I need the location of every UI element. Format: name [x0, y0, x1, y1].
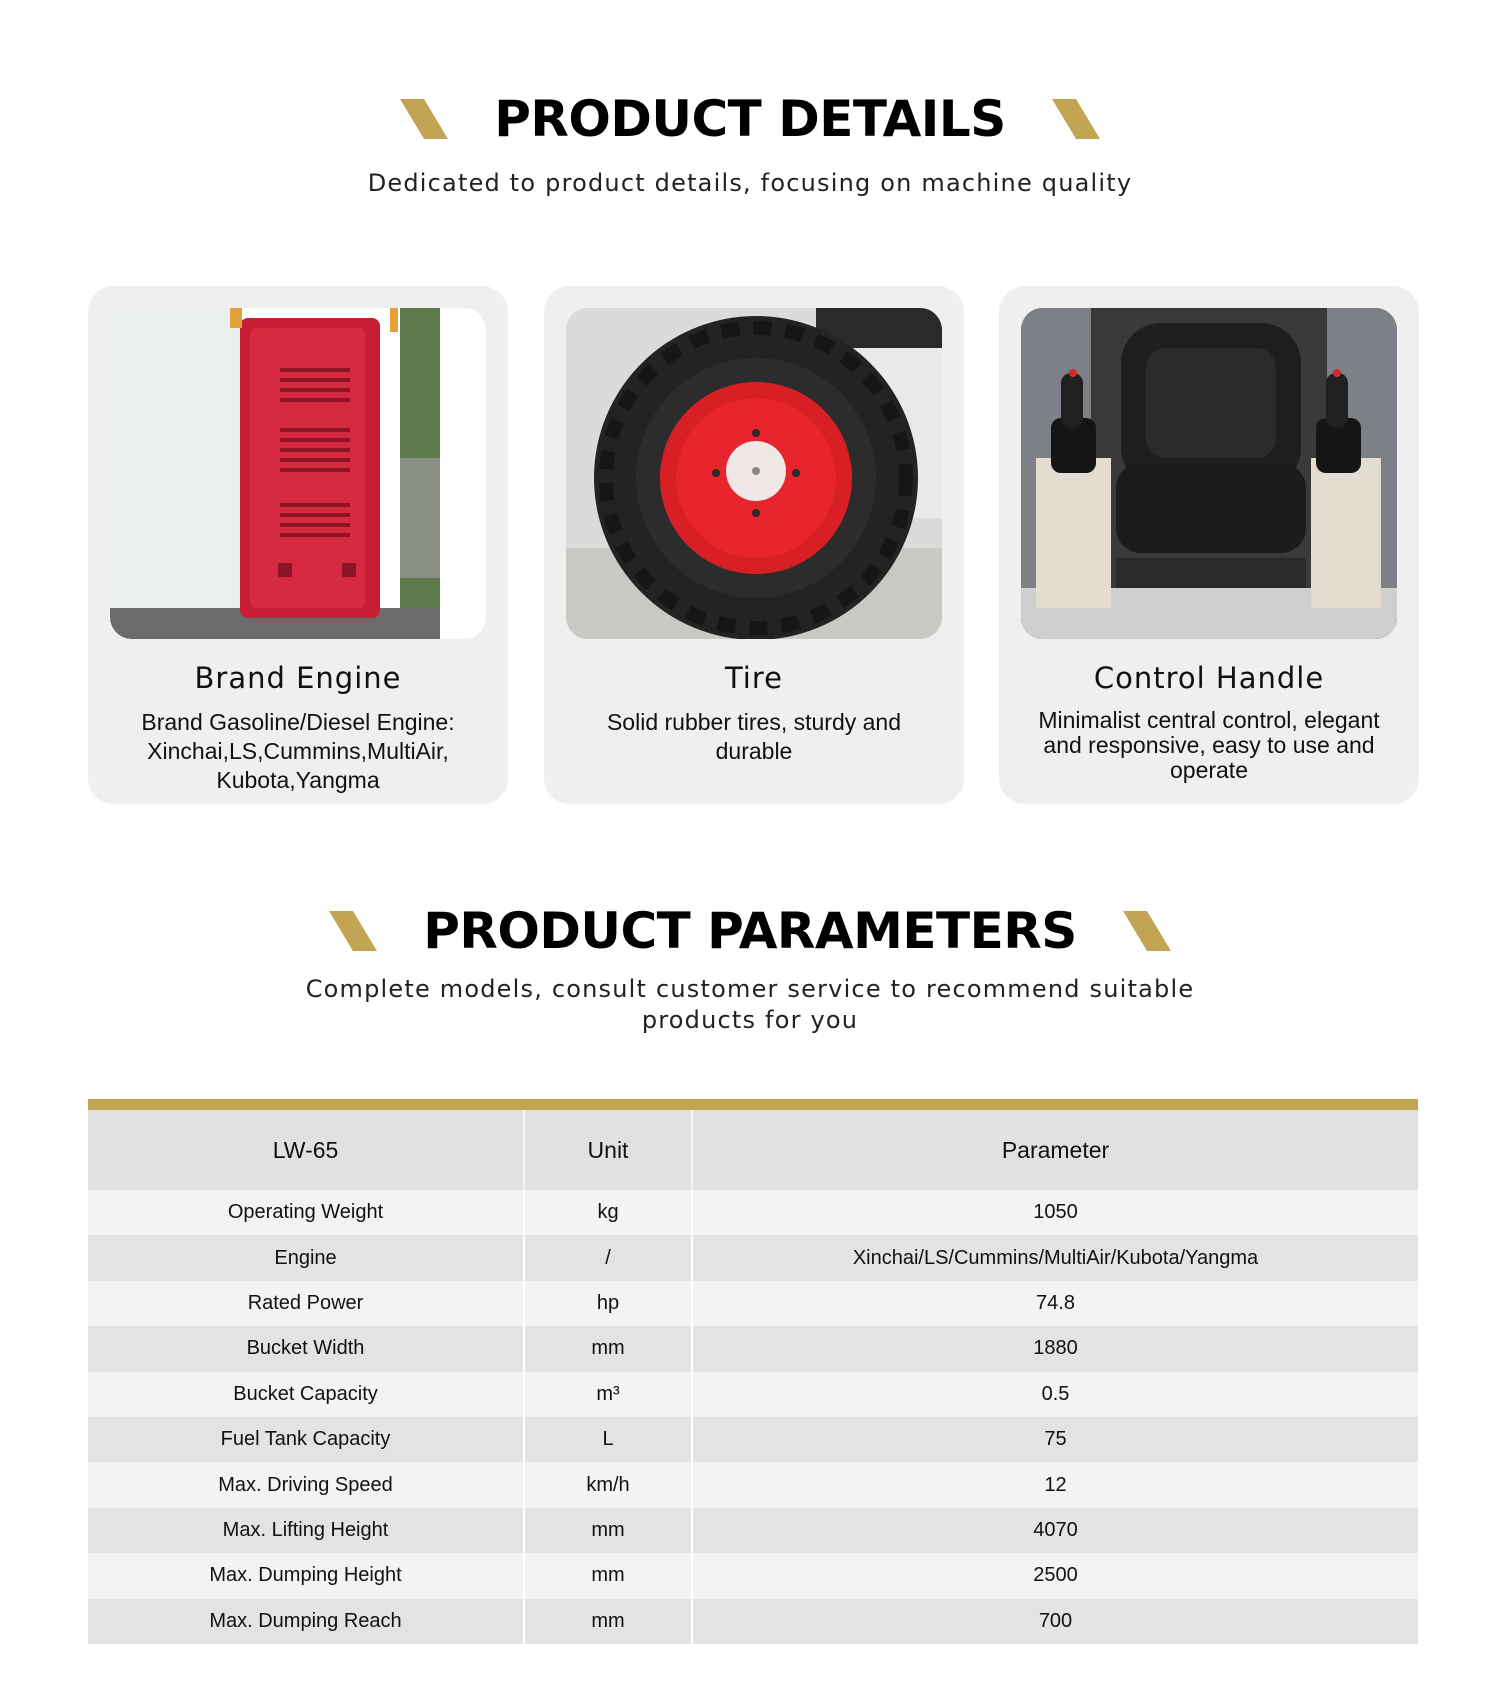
row-unit: mm — [524, 1599, 692, 1644]
card-desc-line: Brand Gasoline/Diesel Engine: — [141, 709, 455, 735]
card-desc-line: Minimalist central control, elegant — [1038, 707, 1380, 733]
parameters-subtitle-line: products for you — [641, 1006, 859, 1034]
table-row — [88, 1417, 1418, 1462]
control-photo — [1021, 308, 1397, 639]
card-desc-line: operate — [1169, 757, 1248, 783]
parameters-table — [88, 1099, 1418, 1644]
table-row — [88, 1190, 1418, 1235]
card-description — [108, 708, 488, 795]
row-value: 4070 — [692, 1508, 1418, 1553]
card-title: Control Handle — [1093, 661, 1325, 695]
row-value: 0.5 — [692, 1372, 1418, 1417]
row-value: 1880 — [692, 1326, 1418, 1371]
card-title: Tire — [724, 661, 783, 695]
gold-slash-left-icon — [329, 911, 377, 951]
details-subtitle: Dedicated to product details, focusing on machine quality — [367, 169, 1133, 197]
header-model: LW-65 — [88, 1110, 524, 1190]
gold-slash-right-icon — [1123, 911, 1171, 951]
header-unit: Unit — [524, 1110, 692, 1190]
table-row — [88, 1508, 1418, 1553]
table-row — [88, 1281, 1418, 1326]
tire-photo — [566, 308, 942, 639]
table-header-row — [88, 1110, 1418, 1190]
card-desc-line: and responsive, easy to use and — [1043, 732, 1375, 758]
table-row — [88, 1553, 1418, 1598]
card-description — [1019, 708, 1399, 783]
row-name: Max. Dumping Height — [88, 1553, 524, 1598]
table-row — [88, 1235, 1418, 1280]
parameters-subtitle-line: Complete models, consult customer service to recommend suitable — [305, 975, 1195, 1003]
header-parameter: Parameter — [692, 1110, 1418, 1190]
row-value: 2500 — [692, 1553, 1418, 1598]
table-gold-bar — [88, 1099, 1418, 1110]
row-value: 700 — [692, 1599, 1418, 1644]
details-header — [0, 90, 1500, 199]
parameters-title: PRODUCT PARAMETERS — [423, 902, 1077, 960]
card-desc-line: Kubota,Yangma — [216, 767, 380, 793]
row-name: Engine — [88, 1235, 524, 1280]
gold-slash-right-icon — [1052, 99, 1100, 139]
card-brand-engine — [88, 286, 508, 804]
spec-table — [88, 1110, 1418, 1644]
seat-illustration — [1021, 308, 1397, 639]
row-name: Rated Power — [88, 1281, 524, 1326]
row-unit: mm — [524, 1326, 692, 1371]
row-unit: hp — [524, 1281, 692, 1326]
card-control-handle — [999, 286, 1419, 804]
parameters-subtitle — [300, 974, 1200, 1036]
details-title: PRODUCT DETAILS — [494, 90, 1006, 148]
card-desc-line: durable — [715, 738, 793, 764]
tire-illustration — [566, 308, 942, 639]
row-value: Xinchai/LS/Cummins/MultiAir/Kubota/Yangma — [692, 1235, 1418, 1280]
row-unit: / — [524, 1235, 692, 1280]
card-desc-line: Solid rubber tires, sturdy and — [606, 709, 902, 735]
row-value: 74.8 — [692, 1281, 1418, 1326]
row-unit: km/h — [524, 1462, 692, 1507]
table-row — [88, 1372, 1418, 1417]
row-name: Max. Dumping Reach — [88, 1599, 524, 1644]
gold-slash-left-icon — [400, 99, 448, 139]
row-unit: L — [524, 1417, 692, 1462]
row-value: 75 — [692, 1417, 1418, 1462]
row-unit: m³ — [524, 1372, 692, 1417]
row-name: Max. Lifting Height — [88, 1508, 524, 1553]
row-name: Max. Driving Speed — [88, 1462, 524, 1507]
table-row — [88, 1599, 1418, 1644]
table-row — [88, 1462, 1418, 1507]
row-unit: kg — [524, 1190, 692, 1235]
row-unit: mm — [524, 1508, 692, 1553]
table-row — [88, 1326, 1418, 1371]
row-value: 12 — [692, 1462, 1418, 1507]
card-description — [564, 708, 944, 766]
engine-illustration — [110, 308, 486, 639]
row-name: Bucket Capacity — [88, 1372, 524, 1417]
card-title: Brand Engine — [194, 661, 402, 695]
parameters-header — [0, 902, 1500, 1036]
row-value: 1050 — [692, 1190, 1418, 1235]
engine-photo — [110, 308, 486, 639]
row-name: Operating Weight — [88, 1190, 524, 1235]
card-desc-line: Xinchai,LS,Cummins,MultiAir, — [147, 738, 449, 764]
card-tire — [544, 286, 964, 804]
row-name: Fuel Tank Capacity — [88, 1417, 524, 1462]
row-name: Bucket Width — [88, 1326, 524, 1371]
row-unit: mm — [524, 1553, 692, 1598]
